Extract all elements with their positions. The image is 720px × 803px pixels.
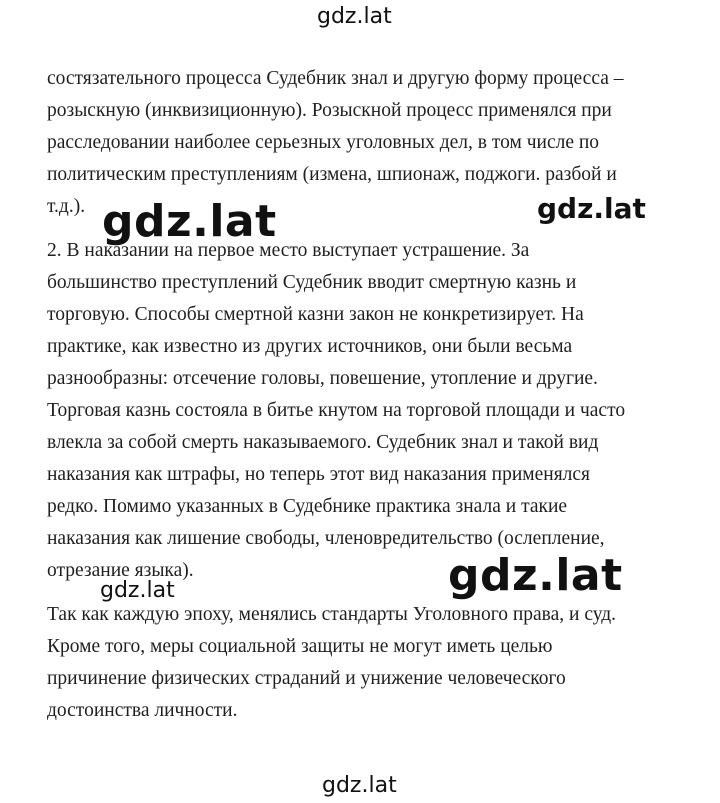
text-line: разнообразны: отсечение головы, повешение, утопление и другие. — [47, 368, 598, 389]
text-line: достоинства личности. — [47, 700, 238, 721]
text-line: состязательного процесса Судебник знал и другую форму процесса – — [47, 68, 624, 89]
text-line: наказания как лишение свободы, членовредительство (ослепление, — [47, 528, 605, 549]
text-line: причинение физических страданий и унижение человеческого — [47, 668, 566, 689]
text-line: практике, как известно из других источников, они были весьма — [47, 336, 573, 357]
text-line: 2. В наказании на первое место выступает устрашение. За — [47, 240, 530, 261]
watermark-big-left: gdz.lat — [102, 196, 277, 247]
text-line: большинство преступлений Судебник вводит смертную казнь и — [47, 272, 577, 293]
text-line: политическим преступлениям (измена, шпионаж, поджоги. разбой и — [47, 164, 617, 185]
text-line: редко. Помимо указанных в Судебнике практика знала и такие — [47, 496, 568, 517]
text-line: Кроме того, меры социальной защиты не могут иметь целью — [47, 636, 553, 657]
text-line: отрезание языка). — [47, 560, 194, 581]
text-line: Торговая казнь состояла в битье кнутом на торговой площади и часто — [47, 400, 626, 421]
text-line: торговую. Способы смертной казни закон не конкретизирует. На — [47, 304, 584, 325]
watermark-bottom: gdz.lat — [322, 773, 397, 798]
text-line: Так как каждую эпоху, менялись стандарты Уголовного права, и суд. — [47, 604, 617, 625]
text-line: влекла за собой смерть наказываемого. Судебник знал и такой вид — [47, 432, 599, 453]
text-line: розыскную (инквизиционную). Розыскной процесс применялся при — [47, 100, 612, 121]
watermark-top: gdz.lat — [317, 4, 392, 29]
watermark-big-right: gdz.lat — [448, 550, 623, 601]
watermark-right: gdz.lat — [537, 192, 646, 225]
text-line: т.д.). — [47, 196, 86, 217]
watermark-small-left: gdz.lat — [100, 578, 175, 603]
text-line: наказания как штрафы, но теперь этот вид наказания применялся — [47, 464, 591, 485]
text-line: расследовании наиболее серьезных уголовных дел, в том числе по — [47, 132, 600, 153]
